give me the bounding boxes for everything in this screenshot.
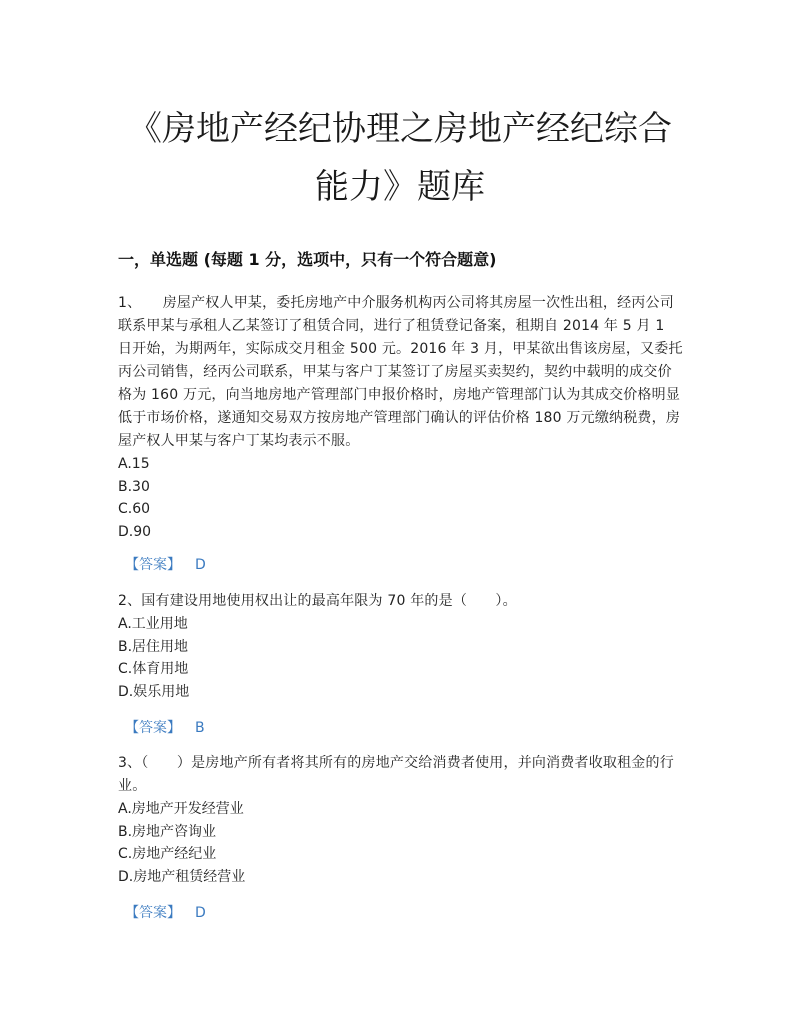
- option-d: D.房地产租赁经营业: [118, 868, 246, 885]
- answer-label: 【答案】: [125, 720, 181, 736]
- option-list: [118, 613, 683, 703]
- answer-1: [125, 554, 206, 574]
- section-heading: 一，单选题 (每题 1 分，选项中，只有一个符合题意): [118, 250, 497, 269]
- question-stem: 2、国有建设用地使用权出让的最高年限为 70 年的是（ ）。: [118, 593, 517, 609]
- option-c: C.房地产经纪业: [118, 846, 217, 862]
- question-3: [118, 752, 683, 888]
- option-list: [118, 798, 683, 888]
- option-c: C.60: [118, 501, 151, 517]
- answer-value: D: [195, 557, 206, 573]
- option-b: B.30: [118, 478, 150, 495]
- option-c: C.体育用地: [118, 661, 189, 677]
- option-d: D.娱乐用地: [118, 683, 190, 700]
- option-a: A.工业用地: [118, 616, 188, 632]
- document-title: [100, 100, 700, 216]
- option-a: A.房地产开发经营业: [118, 801, 244, 817]
- option-b: B.房地产咨询业: [118, 823, 217, 840]
- answer-value: D: [195, 905, 206, 921]
- question-1: [118, 292, 683, 543]
- question-stem: 3、（ ）是房地产所有者将其所有的房地产交给消费者使用，并向消费者收取租金的行业。: [118, 755, 674, 794]
- answer-value: B: [195, 720, 205, 736]
- option-d: D.90: [118, 523, 152, 540]
- answer-label: 【答案】: [125, 557, 181, 573]
- title-line-2: 能力》题库: [315, 167, 485, 207]
- option-a: A.15: [118, 456, 150, 472]
- answer-label: 【答案】: [125, 905, 181, 921]
- option-list: [118, 453, 683, 543]
- option-b: B.居住用地: [118, 638, 189, 655]
- answer-2: [125, 717, 205, 737]
- title-line-1: 《房地产经纪协理之房地产经纪综合: [128, 109, 672, 149]
- question-stem: 1、 房屋产权人甲某，委托房地产中介服务机构丙公司将其房屋一次性出租，经丙公司联系甲某与承租人乙某签订了租赁合同，进行了租赁登记备案，租期自 2014 年 5 月 1 日开始，为期两年，实际成交月租金 500 元。2016 年 3 月，甲某欲出售该房屋，又委托丙公司销售，经丙公司联系，甲某与客户丁某签订了房屋买卖契约，契约中载明的成交价格为 160 万元，向当地房地产管理部门申报价格时，房地产管理部门认为其成交价格明显低于市场价格，遂通知交易双方按房地产管理部门确认的评估价格 180 万元缴纳税费，房屋产权人甲某与客户丁某均表示不服。: [118, 295, 683, 449]
- answer-3: [125, 902, 206, 922]
- question-2: [118, 590, 683, 703]
